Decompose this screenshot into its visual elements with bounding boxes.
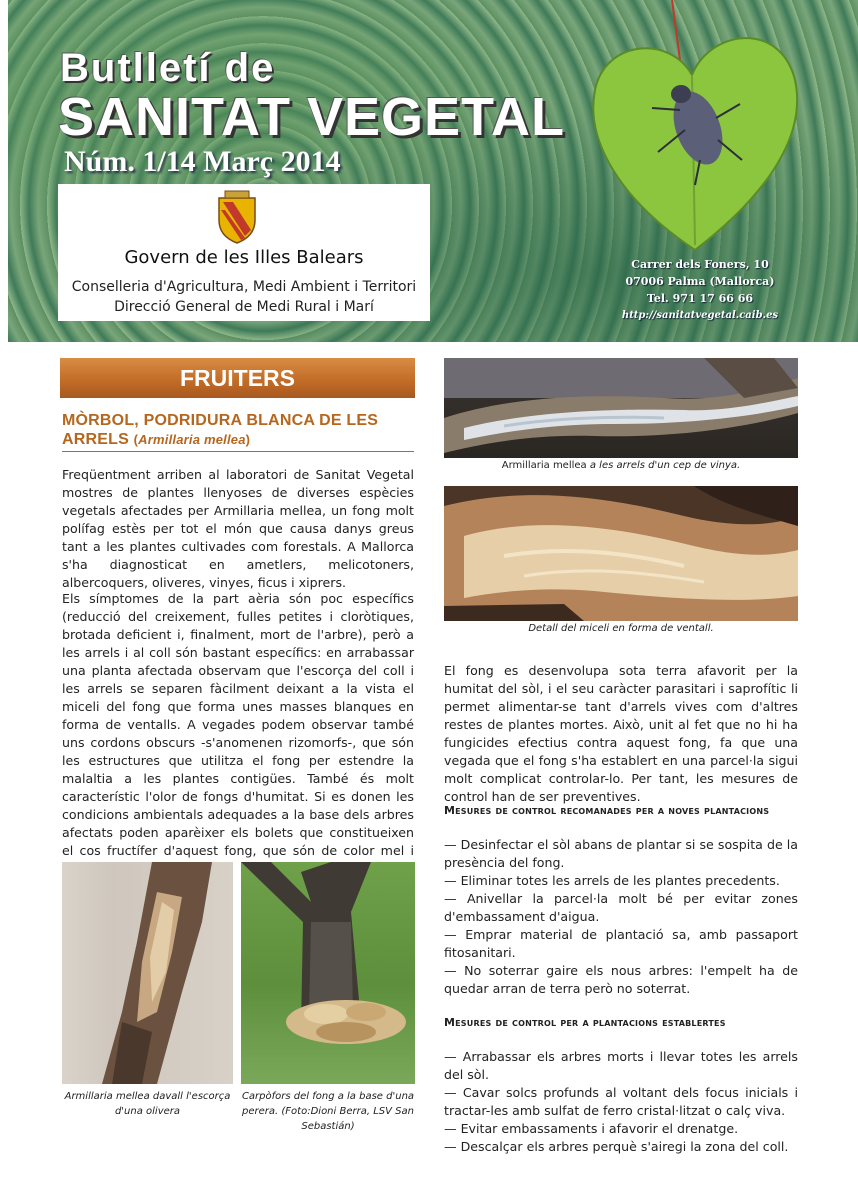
bulletin-title-line1: Butlletí de: [60, 46, 276, 90]
article-paragraph-1: Freqüentment arriben al laboratori de Sanitat Vegetal mostres de plantes llenyoses de diverses espècies vegetals afectades per Armillaria mellea, un fong molt polífag estès per tot el món que causa danys greus tant a les plantes cultivades com forestals. A Mallorca s'ha diagnosticat en ametlers, melicotoners, albercoquers, oliveres, vinyes, ficus i xiprers.: [62, 467, 414, 590]
mycelium-photo: [444, 486, 798, 621]
olive-bark-photo: [62, 862, 233, 1084]
olive-caption: [62, 1089, 233, 1119]
vine-root-photo: [444, 358, 798, 458]
government-department-block: [58, 277, 430, 317]
heart-leaf-beetle-image: [580, 0, 810, 260]
list-item: — Eliminar totes les arrels de les plantes precedents.: [444, 873, 780, 888]
list-item: — Anivellar la parcel·la molt bé per evitar zones d'embassament d'aigua.: [444, 891, 798, 924]
government-department: Conselleria d'Agricultura, Medi Ambient i Territori: [71, 279, 417, 295]
article-title-species: Armillaria mellea: [138, 432, 246, 447]
olive-caption-species: Armillaria mellea: [64, 1091, 150, 1102]
list-item: — No soterrar gaire els nous arbres: l'empelt ha de quedar arran de terra però no soterrat.: [444, 963, 798, 996]
contact-address: Carrer dels Foners, 10: [631, 258, 769, 271]
section-header: [60, 358, 415, 398]
contact-city: 07006 Palma (Mallorca): [625, 275, 775, 288]
article-title-main: MÒRBOL, PODRIDURA BLANCA DE LES ARRELS: [62, 412, 379, 448]
government-box: [58, 184, 430, 321]
list-item: — Arrabassar els arbres morts i llevar totes les arrels del sòl.: [444, 1049, 798, 1082]
mycelium-caption: [444, 621, 798, 636]
pear-caption-text: Carpòfors del fong a la base d'una perera. (Foto:Dioni Berra, LSV San Sebastián): [241, 1091, 415, 1132]
coat-of-arms-icon: [215, 190, 259, 244]
bulletin-title-line2: SANITAT VEGETAL: [58, 87, 565, 147]
vine-caption: [444, 458, 798, 473]
new-plantations-heading: Mesures de control recomanades per a noves plantacions: [444, 804, 770, 817]
new-plantations-list: [444, 836, 798, 998]
established-plantations-heading: Mesures de control per a plantacions establertes: [444, 1016, 726, 1029]
vine-caption-species: Armillaria mellea: [501, 460, 587, 471]
article-paragraph-3: El fong es desenvolupa sota terra afavorit per la humitat del sòl, i el seu caràcter parasitari i saprofític li permet alimentar-se tant d'arrels vives com d'altres restes de plantes mortes. Això, unit al fet que no hi ha fungicides efectius contra aquest fong, fa que una vegada que el fong s'ha establert en una parcel·la sigui molt complicat controlar-lo. Per tant, les mesures de control han de ser preventives.: [444, 663, 798, 804]
olive-caption-rest: davall l'escorça d'una olivera: [114, 1091, 231, 1117]
article-title: MÒRBOL, PODRIDURA BLANCA DE LES ARRELS (Armillaria mellea): [62, 411, 414, 452]
article-paragraph-2: Els símptomes de la part aèria són poc específics (reducció del creixement, fulles petites i cloròtiques, brotada deficient i, finalment, mort de l'arbre), però a les arrels i al coll són bastant específics: en arrabassar una planta afectada observam que l'escorça del coll i les arrels se separen fàcilment deixant a la vista el miceli del fong que forma unes masses blanques en forma de ventalls. A vegades podem observar també uns cordons obscurs -s'anomenen rizomorfs-, que són les estructures que utilitza el fong per estendre la malaltia a les plantes contigües. També és molt característic l'olor de fongs d'humitat. Si es donen les condicions ambientals adequades a la base dels arbres afectats poden aparèixer els bolets que constitueixen el cos fructífer d'aquest fong, que són de color mel i: [62, 591, 414, 858]
contact-phone: Tel. 971 17 66 66: [646, 292, 754, 305]
government-name: Govern de les Illes Balears: [124, 247, 364, 268]
list-item: — Emprar material de plantació sa, amb passaport fitosanitari.: [444, 927, 798, 960]
contact-block: [620, 256, 780, 324]
pear-mushrooms-photo: [241, 862, 415, 1084]
government-directorate: Direcció General de Medi Rural i Marí: [114, 299, 374, 315]
section-label: FRUITERS: [180, 365, 295, 391]
established-plantations-list: [444, 1048, 798, 1156]
list-item: — Evitar embassaments i afavorir el drenatge.: [444, 1121, 739, 1136]
list-item: — Cavar solcs profunds al voltant dels focus inicials i tractar-les amb sulfat de ferro cristal·litzat o calç viva.: [444, 1085, 798, 1118]
mycelium-caption-text: Detall del miceli en forma de ventall.: [528, 623, 714, 634]
issue-number: Núm. 1/14 Març 2014: [64, 145, 341, 178]
pear-caption: [241, 1089, 415, 1134]
list-item: — Desinfectar el sòl abans de plantar si se sospita de la presència del fong.: [444, 837, 798, 870]
vine-caption-rest: a les arrels d'un cep de vinya.: [586, 460, 741, 471]
list-item: — Descalçar els arbres perquè s'airegi la zona del coll.: [444, 1139, 789, 1154]
contact-url[interactable]: http://sanitatvegetal.caib.es: [621, 310, 779, 321]
